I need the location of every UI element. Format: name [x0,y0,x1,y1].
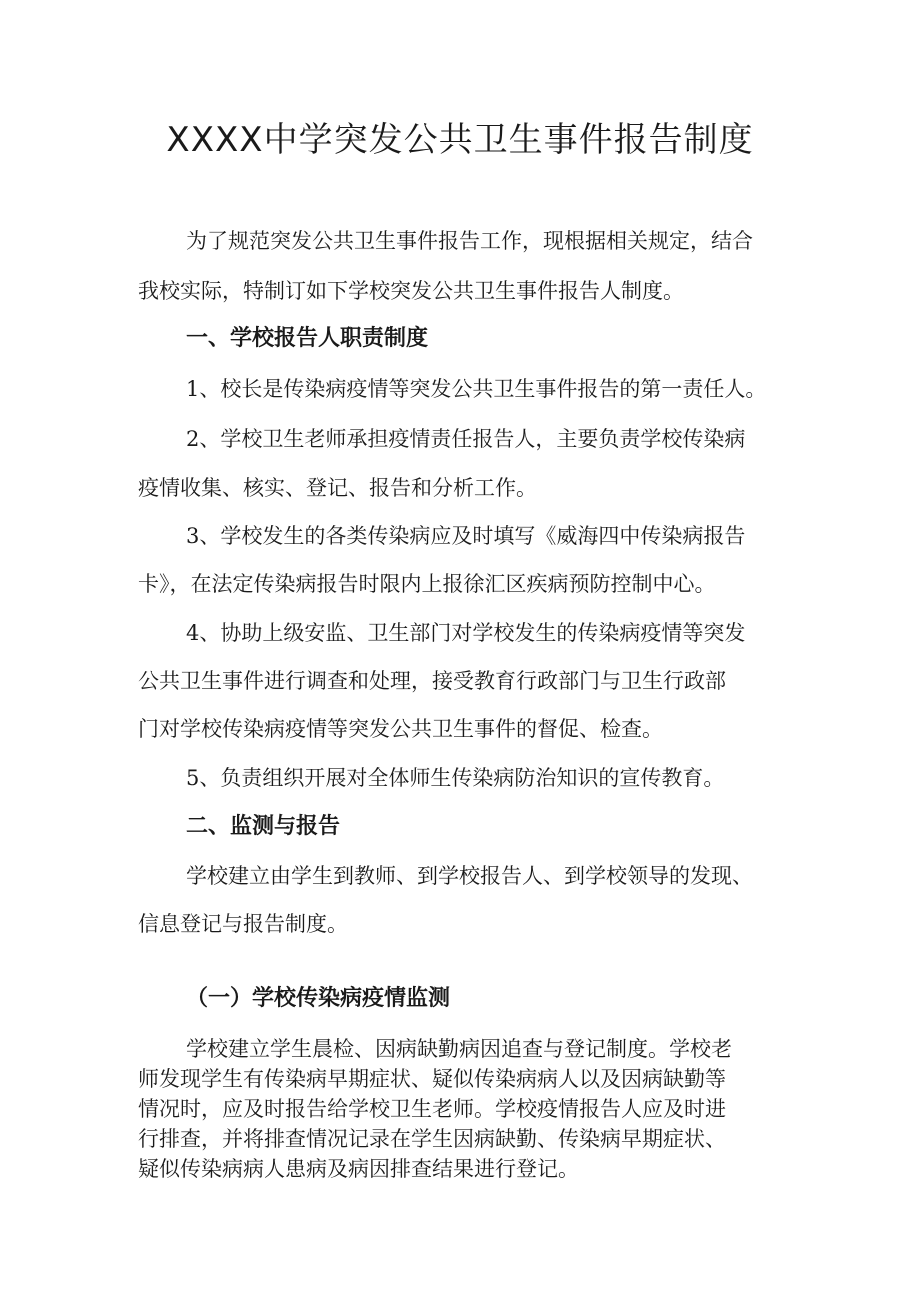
section-2-heading: 二、监测与报告 [186,814,341,839]
subsection-line-1: 学校建立学生晨检、因病缺勤病因追查与登记制度。学校老 [186,1037,732,1061]
section-1-item-3-line-2: 卡》，在法定传染病报告时限内上报徐汇区疾病预防控制中心。 [138,572,716,596]
subsection-line-5: 疑似传染病病人患病及病因排查结果进行登记。 [138,1157,579,1181]
document-title: XXXX中学突发公共卫生事件报告制度 [166,120,754,160]
section-1-item-3-line-1: 3、学校发生的各类传染病应及时填写《威海四中传染病报告 [186,524,746,548]
section-1-heading: 一、学校报告人职责制度 [186,326,429,351]
subsection-line-4: 行排查，并将排查情况记录在学生因病缺勤、传染病早期症状、 [138,1127,726,1151]
subsection-line-3: 情况时，应及时报告给学校卫生老师。学校疫情报告人应及时进 [138,1097,726,1121]
section-1-item-4-line-1: 4、协助上级安监、卫生部门对学校发生的传染病疫情等突发 [186,621,746,645]
section-2-intro-line-2: 信息登记与报告制度。 [138,912,348,936]
intro-line-2: 我校实际，特制订如下学校突发公共卫生事件报告人制度。 [138,279,684,303]
section-1-item-1: 1、校长是传染病疫情等突发公共卫生事件报告的第一责任人。 [186,377,767,401]
subsection-line-2: 师发现学生有传染病早期症状、疑似传染病病人以及因病缺勤等 [138,1067,726,1091]
section-1-item-4-line-3: 门对学校传染病疫情等突发公共卫生事件的督促、检查。 [138,717,663,741]
section-2-intro-line-1: 学校建立由学生到教师、到学校报告人、到学校领导的发现、 [186,864,753,888]
section-1-item-4-line-2: 公共卫生事件进行调查和处理，接受教育行政部门与卫生行政部 [138,669,726,693]
section-1-item-5: 5、负责组织开展对全体师生传染病防治知识的宣传教育。 [186,766,725,790]
section-1-item-2-line-2: 疫情收集、核实、登记、报告和分析工作。 [138,476,537,500]
subsection-heading: （一）学校传染病疫情监测 [186,985,451,1011]
intro-line-1: 为了规范突发公共卫生事件报告工作，现根据相关规定，结合 [186,229,753,253]
section-1-item-2-line-1: 2、学校卫生老师承担疫情责任报告人，主要负责学校传染病 [186,427,746,451]
